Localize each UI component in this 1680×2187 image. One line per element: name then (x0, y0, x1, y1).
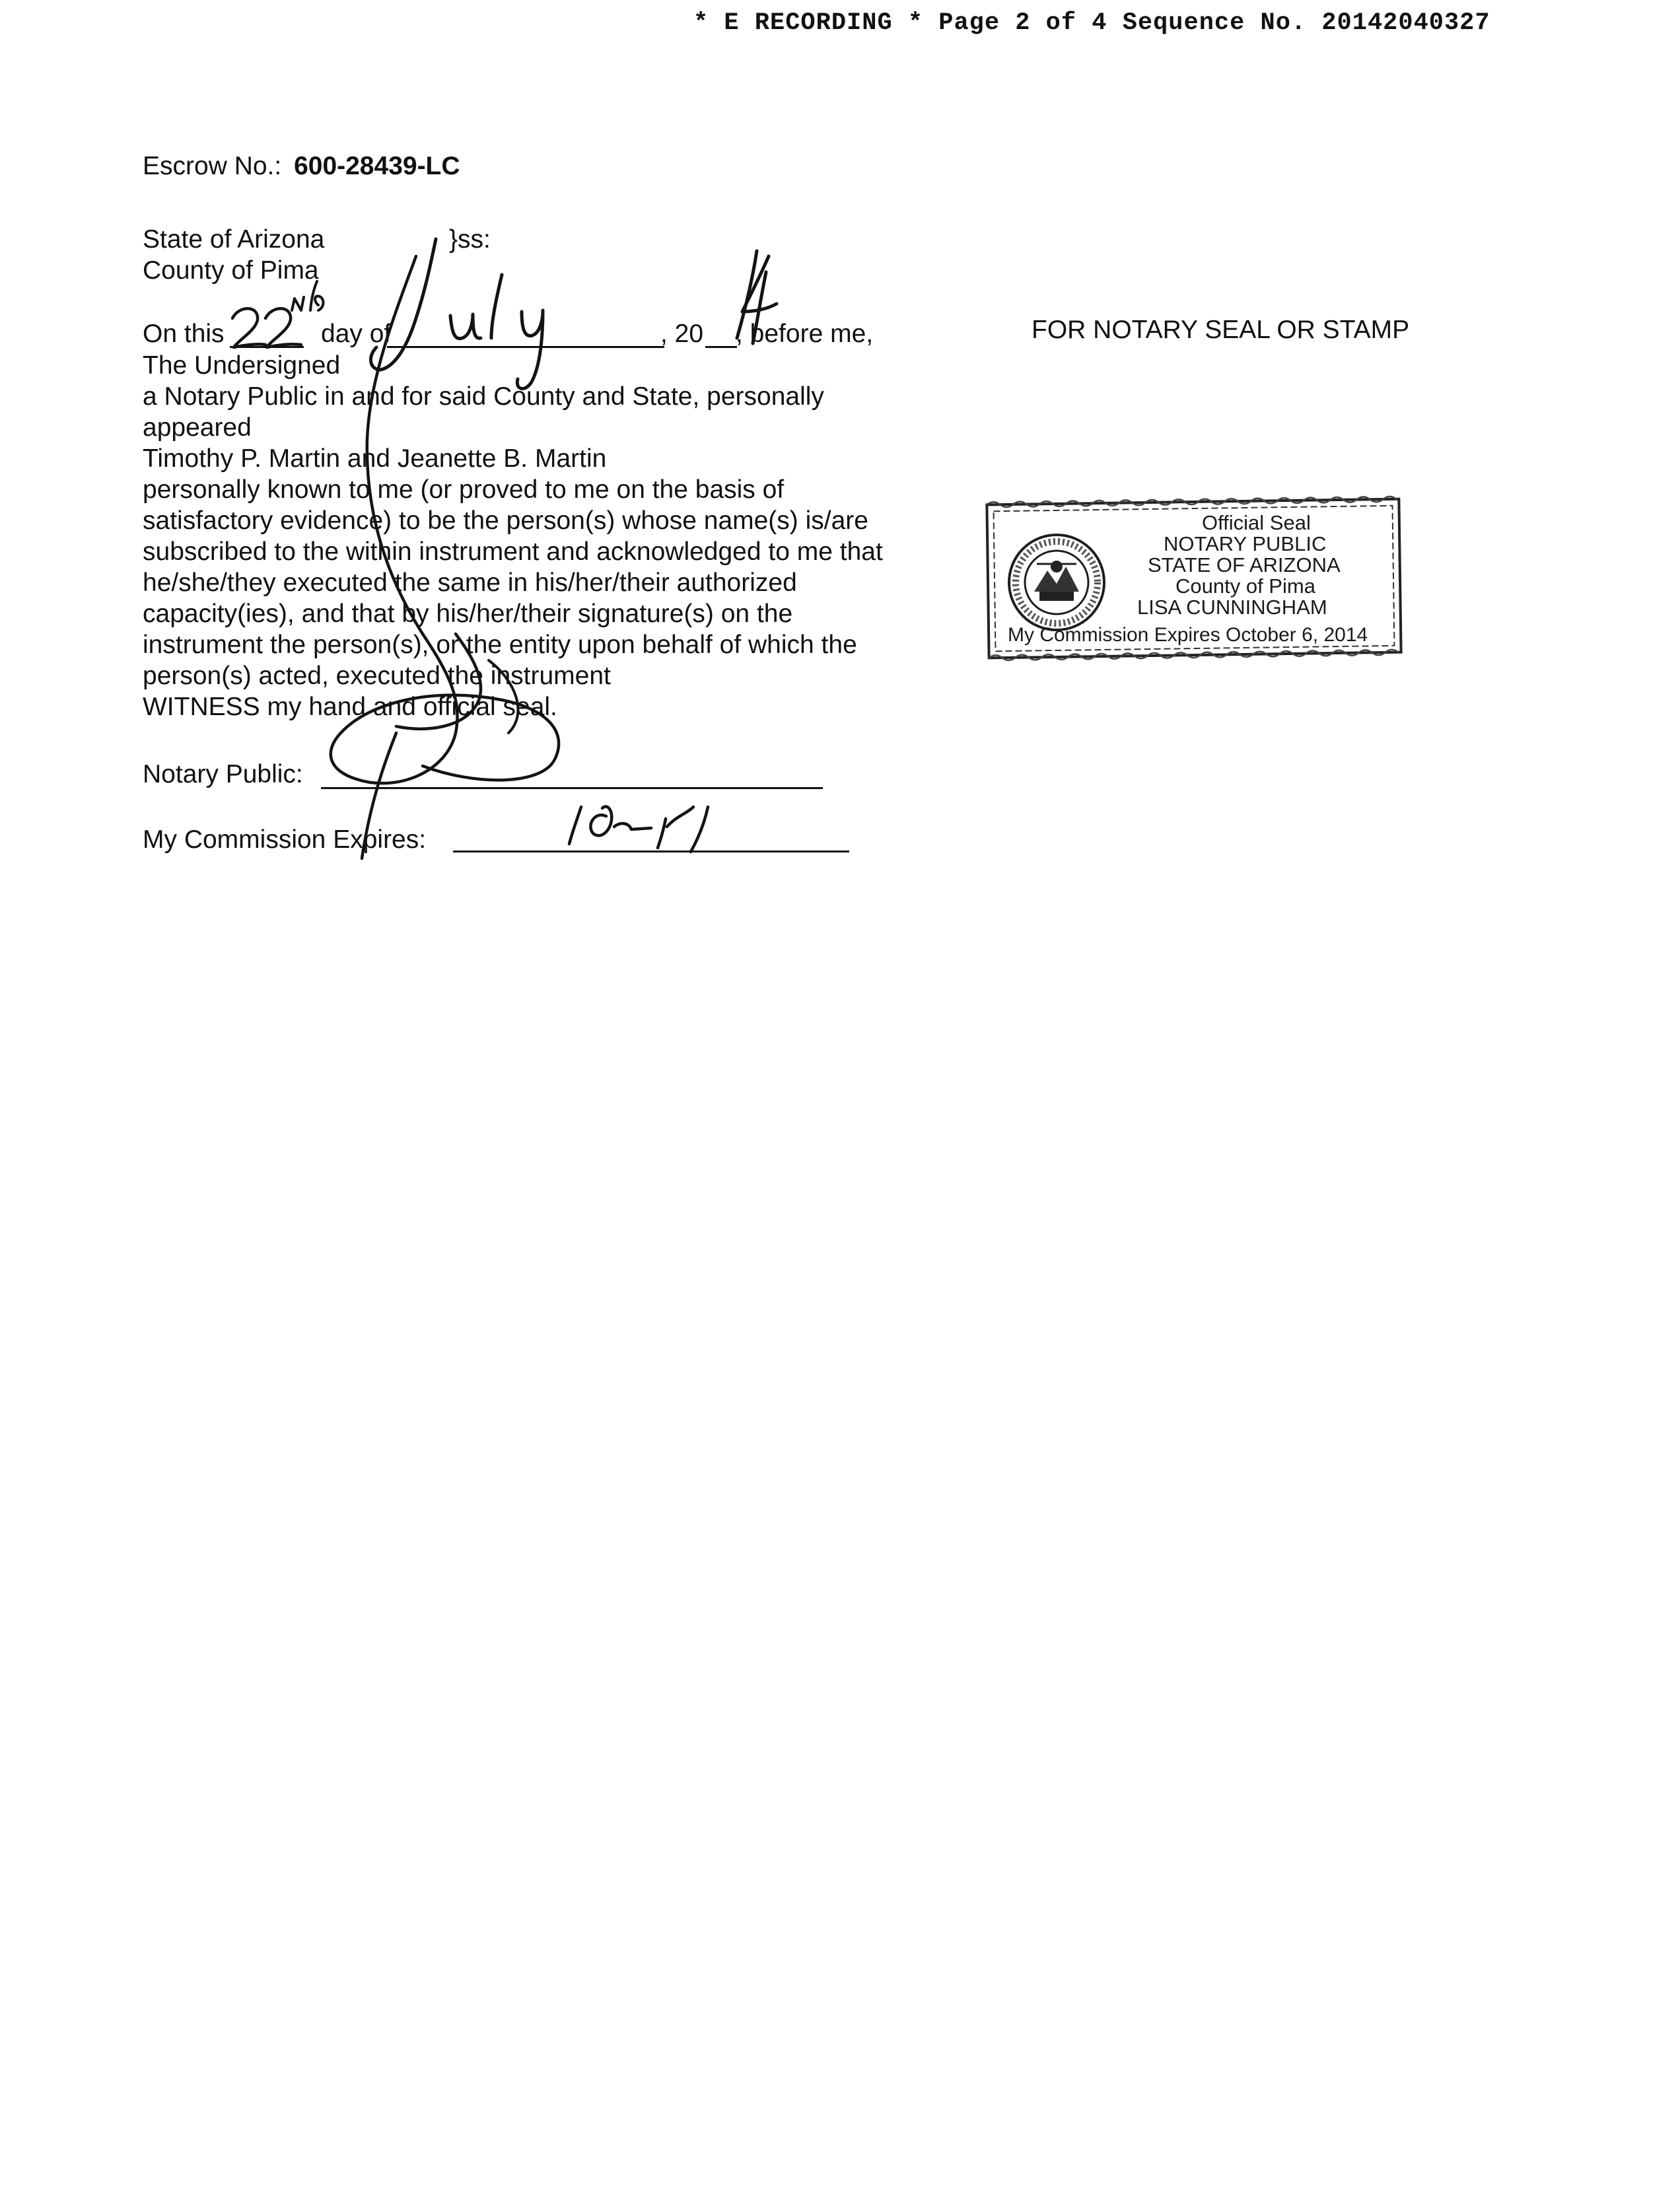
venue-state: State of Arizona (143, 225, 325, 254)
on-this-label: On this (143, 320, 225, 348)
body-line: he/she/they executed the same in his/her/their authorized (143, 569, 797, 597)
seal-line-state: STATE OF ARIZONA (1148, 553, 1341, 576)
appeared-label: appeared (143, 413, 252, 442)
body-line: personally known to me (or proved to me on the basis of (143, 475, 785, 504)
arizona-state-seal-emblem (1009, 535, 1104, 630)
seal-line-notary-name: LISA CUNNINGHAM (1137, 596, 1327, 619)
notary-seal-stamp (984, 493, 1407, 666)
witness-line: WITNESS my hand and official seal. (143, 693, 557, 721)
notary-clause: a Notary Public in and for said County and State, personally (143, 382, 824, 411)
handwritten-year (737, 251, 777, 343)
seal-line-county: County of Pima (1175, 574, 1315, 598)
day-of-label: day of (321, 320, 392, 348)
seal-line-commission: My Commission Expires October 6, 2014 (1008, 624, 1368, 646)
escrow-label: Escrow No.: (143, 152, 282, 180)
seal-line-official: Official Seal (1202, 511, 1311, 534)
year-prefix: , 20 (660, 320, 704, 348)
body-line: subscribed to the within instrument and acknowledged to me that (143, 538, 883, 566)
seal-line-notary-public: NOTARY PUBLIC (1164, 532, 1327, 555)
venue-county: County of Pima (143, 256, 319, 285)
body-line: person(s) acted, executed the instrument (143, 662, 611, 690)
recording-header: * E RECORDING * Page 2 of 4 Sequence No. 20142040327 (693, 9, 1490, 37)
body-line: instrument the person(s), or the entity upon behalf of which the (143, 631, 857, 659)
handwritten-day (232, 281, 323, 347)
signer-names: Timothy P. Martin and Jeanette B. Martin (143, 444, 607, 473)
notary-public-label: Notary Public: (143, 760, 303, 788)
handwritten-commission-date (569, 806, 708, 852)
officer-name: The Undersigned (143, 351, 341, 380)
commission-label: My Commission Expires: (143, 825, 427, 854)
body-line: satisfactory evidence) to be the person(s) whose name(s) is/are (143, 506, 868, 535)
notary-signature (331, 256, 559, 858)
body-line: capacity(ies), and that by his/her/their signature(s) on the (143, 600, 793, 628)
notary-stamp-label: FOR NOTARY SEAL OR STAMP (1032, 316, 1410, 344)
before-me-label: , before me, (736, 320, 874, 348)
venue-ss: }ss: (449, 225, 491, 254)
handwriting-layer (0, 0, 1680, 924)
escrow-number: 600-28439-LC (294, 152, 460, 180)
